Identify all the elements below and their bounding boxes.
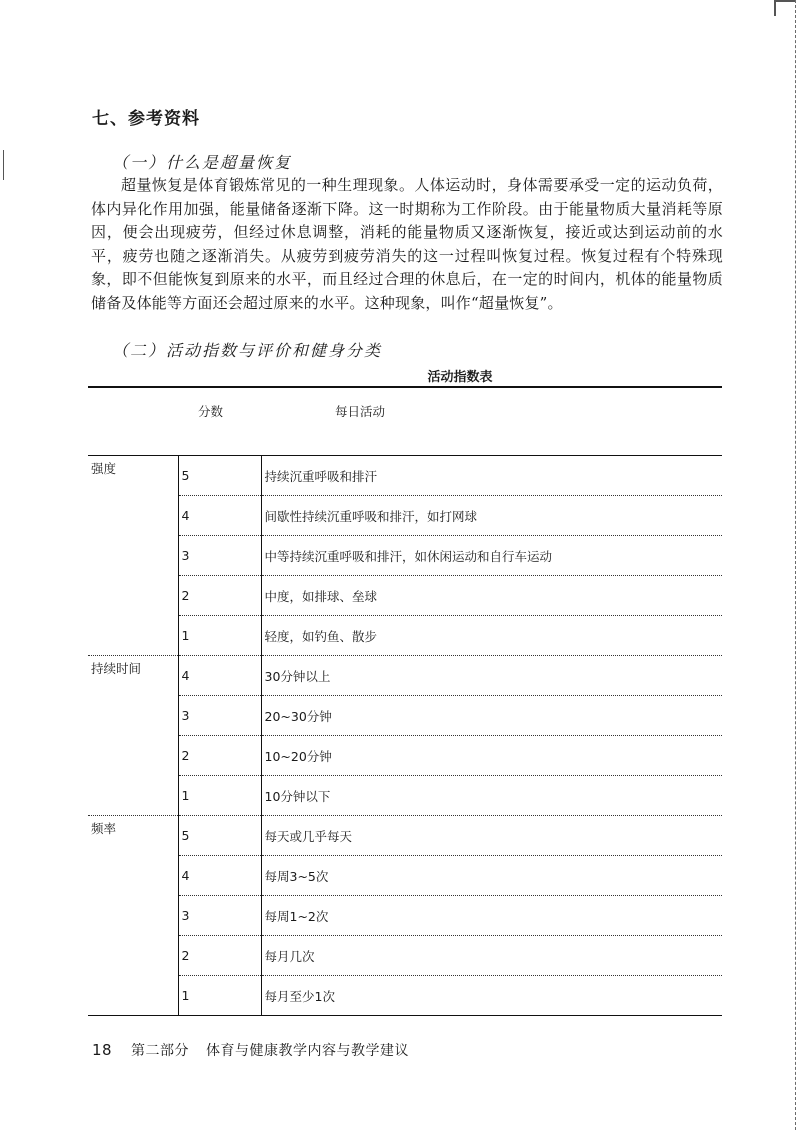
activity-cell: 持续沉重呼吸和排汗 [261, 456, 722, 496]
subheading-activity-index: （二）活动指数与评价和健身分类 [112, 341, 383, 360]
scan-artifact-corner [774, 0, 796, 16]
table-row [88, 456, 722, 496]
activity-cell: 每月至少1次 [264, 988, 335, 1004]
activity-cell: 20~30分钟 [261, 696, 722, 736]
score-cell: 5 [178, 816, 261, 856]
table-row [88, 576, 722, 616]
activity-cell: 每周1~2次 [261, 896, 722, 936]
table-row [88, 736, 722, 776]
page-footer [92, 1040, 409, 1060]
table-row [88, 856, 722, 896]
activity-cell: 间歇性持续沉重呼吸和排汗，如打网球 [261, 496, 722, 536]
scan-artifact-edge [794, 0, 796, 1130]
activity-cell: 10分钟以下 [261, 776, 722, 816]
table-header-row [88, 387, 722, 456]
score-cell: 5 [178, 456, 261, 496]
score-cell: 2 [178, 936, 261, 976]
activity-cell: 30分钟以上 [261, 656, 722, 696]
activity-cell: 每月几次 [261, 936, 722, 976]
activity-cell: 10~20分钟 [261, 736, 722, 776]
header-category [88, 387, 178, 456]
score-cell: 3 [178, 536, 261, 576]
section-title: 七、参考资料 [92, 109, 200, 129]
footer-title: 体育与健康教学内容与教学建议 [206, 1043, 409, 1059]
score-cell: 2 [178, 576, 261, 616]
score-cell: 3 [178, 896, 261, 936]
table-row [88, 936, 722, 976]
header-score: 分数 [178, 387, 261, 456]
activity-cell: 每周3~5次 [261, 856, 722, 896]
table-row [88, 976, 722, 1016]
score-cell: 1 [178, 776, 261, 816]
table-row [88, 696, 722, 736]
activity-cell: 轻度，如钓鱼、散步 [261, 616, 722, 656]
table-row [88, 816, 722, 856]
table-row [88, 776, 722, 816]
table-title: 活动指数表 [427, 370, 493, 385]
score-cell: 4 [178, 496, 261, 536]
table-row [88, 496, 722, 536]
table-row [88, 536, 722, 576]
subheading-supercompensation: （一）什么是超量恢复 [112, 153, 293, 172]
activity-index-table [88, 386, 722, 1016]
category-cell-duration: 持续时间 [88, 656, 178, 816]
category-cell-frequency: 频率 [88, 816, 178, 1016]
table-row [88, 616, 722, 656]
category-cell-intensity: 强度 [88, 456, 178, 656]
activity-index-table-wrapper [88, 386, 722, 1016]
table-row [88, 656, 722, 696]
score-cell: 3 [178, 696, 261, 736]
footer-part: 第二部分 [131, 1043, 190, 1059]
score-cell: 4 [178, 856, 261, 896]
body-paragraph: 超量恢复是体育锻炼常见的一种生理现象。人体运动时，身体需要承受一定的运动负荷，体内异化作用加强，能量储备逐渐下降。这一时期称为工作阶段。由于能量物质大量消耗等原因，便会出现疲劳，但经过休息调整，消耗的能量物质又逐渐恢复，接近或达到运动前的水平，疲劳也随之逐渐消失。从疲劳到疲劳消失的这一过程叫恢复过程。恢复过程有个特殊现象，即不但能恢复到原来的水平，而且经过合理的休息后，在一定的时间内，机体的能量物质储备及体能等方面还会超过原来的水平。这种现象，叫作“超量恢复”。 [91, 176, 723, 312]
score-cell: 1 [178, 976, 261, 1016]
header-activity: 每日活动 [261, 387, 722, 456]
table-body [88, 456, 722, 1016]
activity-cell: 每天或几乎每天 [261, 816, 722, 856]
page-number: 18 [92, 1041, 113, 1059]
scan-artifact-left-mark [3, 150, 5, 180]
score-cell: 2 [178, 736, 261, 776]
table-row [88, 896, 722, 936]
score-cell: 4 [178, 656, 261, 696]
activity-cell: 中度，如排球、垒球 [261, 576, 722, 616]
score-cell: 1 [178, 616, 261, 656]
activity-cell: 中等持续沉重呼吸和排汗，如休闲运动和自行车运动 [261, 536, 722, 576]
